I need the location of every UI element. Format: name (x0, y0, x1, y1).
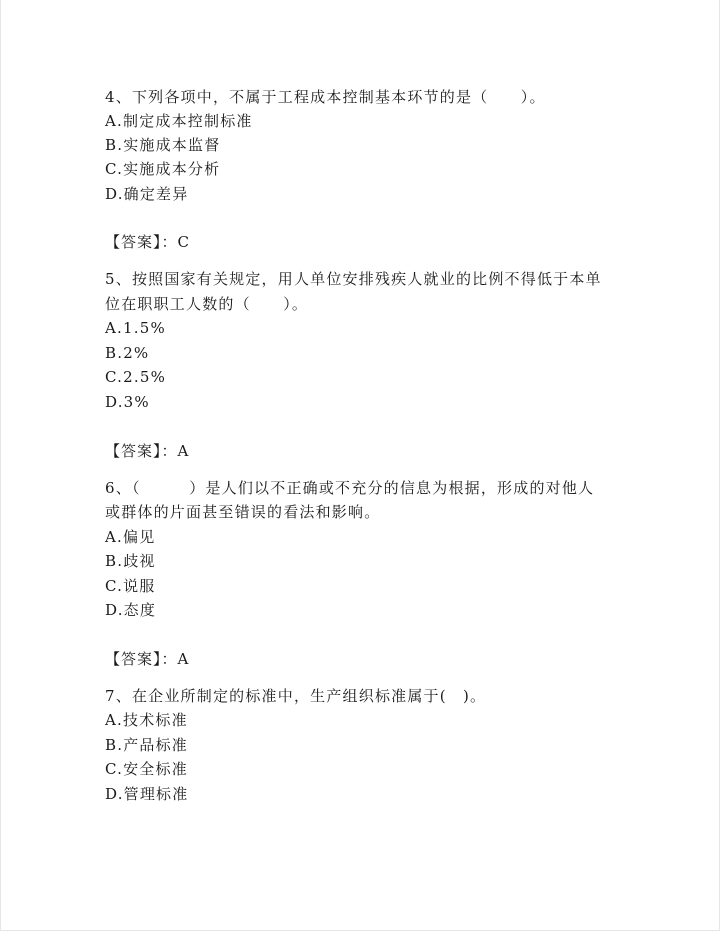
question-7-stem: 7、在企业所制定的标准中，生产组织标准属于( )。 (105, 687, 487, 705)
question-4-option-a: A.制定成本控制标准 (105, 112, 253, 130)
question-7-option-a: A.技术标准 (105, 711, 188, 729)
question-6-option-b: B.歧视 (105, 552, 156, 570)
question-4-stem: 4、下列各项中，不属于工程成本控制基本环节的是（ ）。 (105, 88, 546, 106)
question-7-option-d: D.管理标准 (105, 785, 189, 803)
question-7-option-b: B.产品标准 (105, 736, 188, 754)
question-6-answer: 【答案】：A (105, 650, 190, 668)
question-6-option-d: D.态度 (105, 601, 157, 619)
question-4-option-d: D.确定差异 (105, 185, 189, 203)
question-4-answer: 【答案】：C (105, 233, 190, 251)
question-4-option-c: C.实施成本分析 (105, 160, 221, 178)
question-6-option-c: C.说服 (105, 577, 156, 595)
question-4-option-b: B.实施成本监督 (105, 136, 221, 154)
question-6-stem-line-2: 或群体的片面甚至错误的看法和影响。 (105, 503, 381, 521)
question-5-option-d: D.3% (105, 393, 150, 411)
question-6-option-a: A.偏见 (105, 528, 156, 546)
question-5-stem-line-2: 位在职职工人数的（ ）。 (105, 295, 309, 313)
question-5-option-c: C.2.5% (105, 368, 167, 386)
question-5-option-a: A.1.5% (105, 319, 166, 337)
question-5-stem-line-1: 5、按照国家有关规定，用人单位安排残疾人就业的比例不得低于本单 (105, 270, 602, 288)
question-7-option-c: C.安全标准 (105, 760, 188, 778)
question-5-option-b: B.2% (105, 344, 150, 362)
question-5-answer: 【答案】：A (105, 442, 190, 460)
question-6-stem-line-1: 6、（ ）是人们以不正确或不充分的信息为根据，形成的对他人 (105, 479, 595, 497)
